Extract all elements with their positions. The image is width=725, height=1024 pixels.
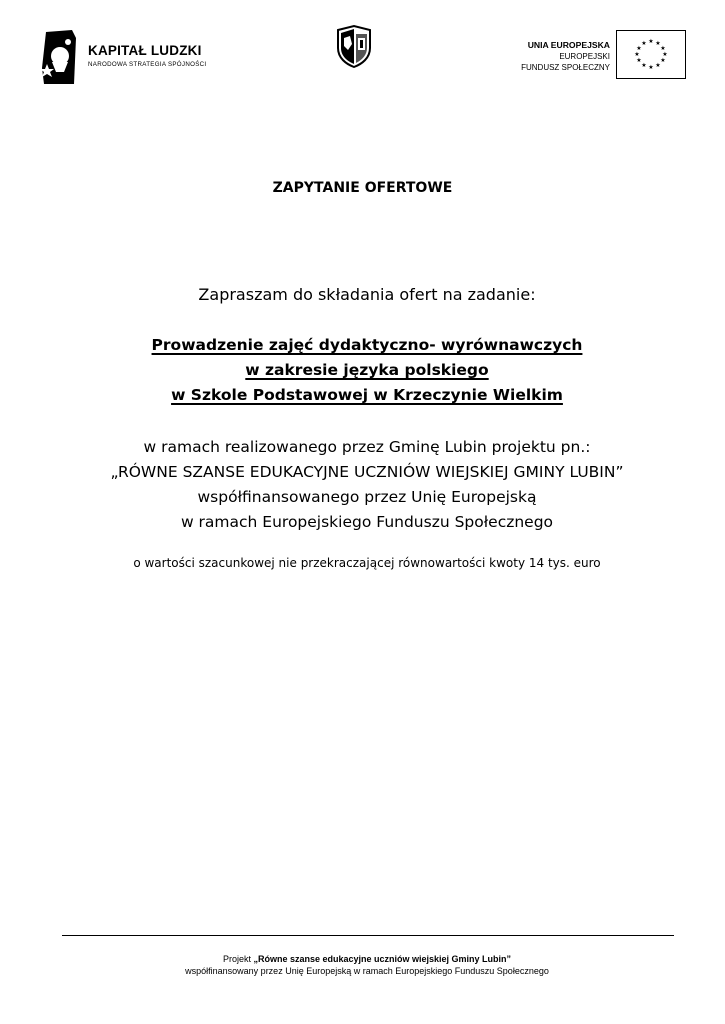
intro-text: Zapraszam do składania ofert na zadanie:	[198, 285, 536, 304]
kapital-ludzki-text	[88, 44, 206, 68]
coat-of-arms-icon	[334, 24, 374, 68]
task-line: w Szkole Podstawowej w Krzeczynie Wielkim	[171, 386, 563, 404]
footer-line-2: współfinansowany przez Unię Europejską w ramach Europejskiego Funduszu Społecznego	[185, 966, 549, 976]
eu-flag-icon	[616, 30, 686, 79]
svg-text:★: ★	[634, 51, 640, 58]
svg-text:★: ★	[641, 40, 647, 47]
svg-text:★: ★	[648, 64, 654, 71]
project-line: współfinansowanego przez Unię Europejską	[197, 488, 537, 506]
task-line: w zakresie języka polskiego	[245, 361, 489, 379]
svg-text:★: ★	[648, 38, 654, 45]
project-line: w ramach Europejskiego Funduszu Społecznego	[180, 513, 554, 531]
svg-text:★: ★	[655, 40, 661, 47]
footer-line-1: Projekt „Równe szanse edukacyjne uczniów wiejskiej Gminy Lubin”	[222, 954, 512, 964]
task-line: Prowadzenie zajęć dydaktyczno- wyrównawczych	[151, 336, 583, 354]
svg-text:★: ★	[636, 57, 642, 64]
svg-text:★: ★	[660, 57, 666, 64]
eu-line-1: UNIA EUROPEJSKA	[527, 40, 610, 50]
svg-text:★: ★	[636, 45, 642, 52]
footer-divider	[62, 935, 674, 936]
svg-text:★: ★	[660, 45, 666, 52]
task-description	[0, 333, 725, 408]
project-description	[0, 435, 725, 535]
eu-line-2: EUROPEJSKI	[559, 52, 610, 61]
page-header	[0, 22, 725, 92]
eu-line-3: FUNDUSZ SPOŁECZNY	[521, 63, 610, 72]
svg-text:★: ★	[655, 62, 661, 69]
svg-text:★: ★	[662, 51, 668, 58]
page-footer	[0, 953, 725, 977]
project-line: w ramach realizowanego przez Gminę Lubin projektu pn.:	[143, 438, 591, 456]
project-line: „RÓWNE SZANSE EDUKACYJNE UCZNIÓW WIEJSKIEJ GMINY LUBIN”	[110, 463, 624, 481]
value-note: o wartości szacunkowej nie przekraczającej równowartości kwoty 14 tys. euro	[133, 556, 601, 570]
kapital-ludzki-logo-icon	[38, 28, 78, 86]
svg-text:★: ★	[641, 62, 647, 69]
kapital-ludzki-title: KAPITAŁ LUDZKI	[88, 43, 202, 58]
kapital-ludzki-subtitle: NARODOWA STRATEGIA SPÓJNOŚCI	[88, 61, 207, 68]
document-title: ZAPYTANIE OFERTOWE	[272, 180, 453, 196]
eu-fund-text	[521, 39, 610, 73]
